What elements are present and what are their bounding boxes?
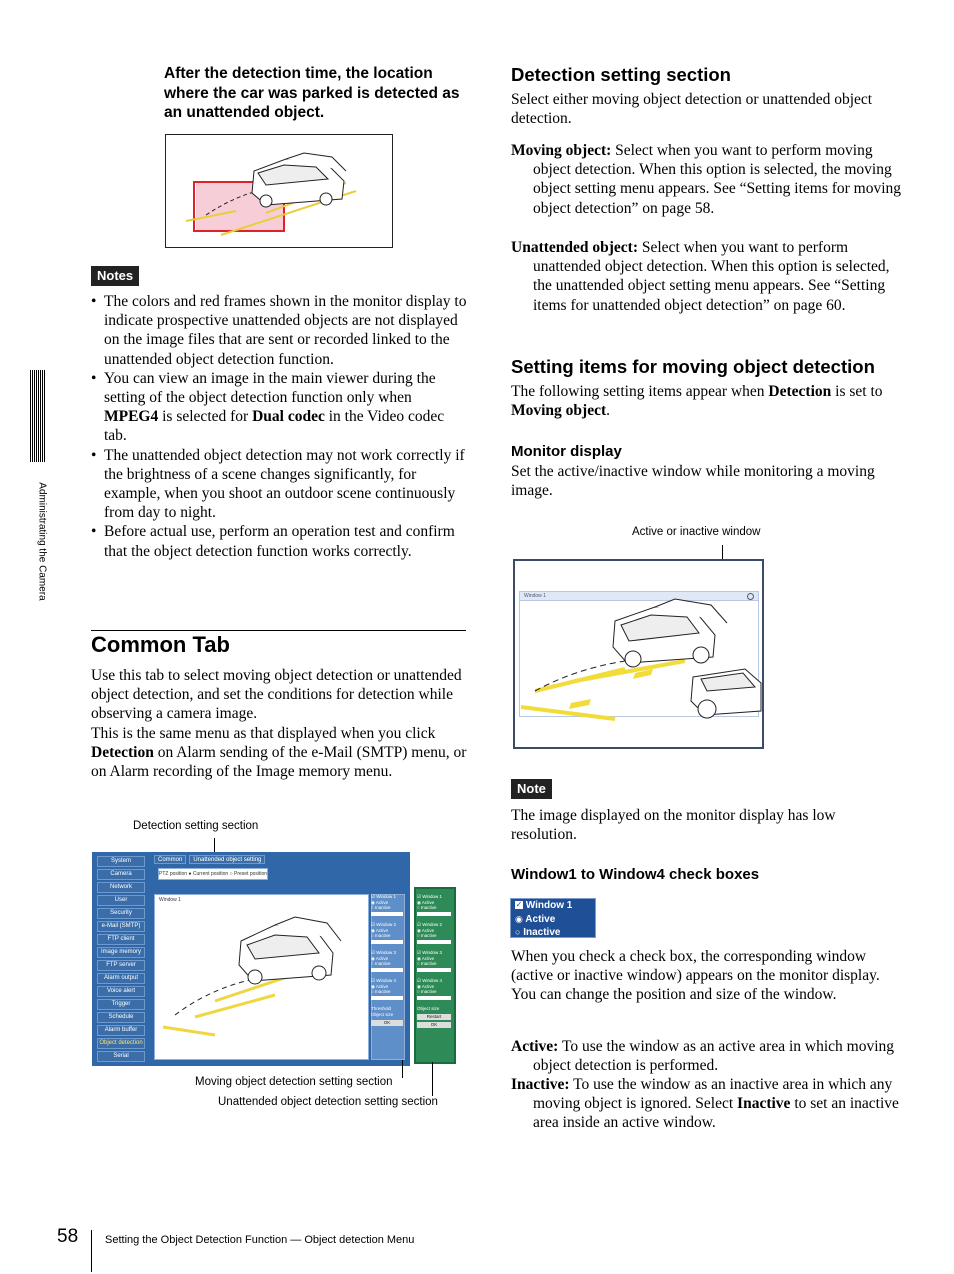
note-item-part: The colors and red frames shown in the monitor display to indicate prospective unattended objects are not displayed on the image files that are sent or recorded linked to the unattended object detection function. [104,293,467,368]
window-setting-line: ○ Inactive [371,961,391,966]
screenshot-menu [94,854,148,1064]
screenshot-menu-item: Image memory [97,947,145,958]
window-setting-block [371,950,403,978]
window-setting-extra-line: Restart [417,1014,451,1020]
screenshot-menu-item: e-Mail (SMTP) [97,921,145,932]
ptz-label: PTZ position [159,871,188,877]
window-checkbox-row [511,899,595,913]
screenshot-menu-item: Voice alert [97,986,145,997]
setting-items-part: Moving object [511,402,607,420]
radio-active-label: Active [525,914,556,925]
common-tab-heading: Common Tab [91,632,230,657]
side-tab-stripes [30,370,46,462]
window-setting-extra-line: OK [417,1022,451,1028]
window-setting-line: ○ Inactive [417,905,437,910]
screenshot-menu-item: FTP client [97,934,145,945]
window-setting-bar [371,968,403,972]
detection-intro: Select either moving object detection or unattended object detection. [511,91,873,128]
window-setting-block [371,978,403,1006]
monitor-display-text: Set the active/inactive window while monitoring a moving image. [511,463,875,500]
window-setting-line: ☑ Window 4 [417,978,443,983]
inactive-item [511,1075,911,1133]
active-item [511,1037,911,1075]
callout-unattended-section: Unattended object detection setting section [218,1096,438,1108]
note-item [91,292,467,369]
window-setting-line: ☑ Window 2 [371,922,397,927]
figure1-caption: After the detection time, the location where the car was parked is detected as an unattended object. [164,65,460,121]
window-setting-bar [417,996,451,1000]
window-setting-line: ○ Inactive [371,989,391,994]
window-setting-bar [417,940,451,944]
window-setting-block [371,922,403,950]
side-tab-label: Administrating the Camera [36,482,48,601]
window-setting-bar [417,968,451,972]
active-text: To use the window as an active area in which moving object detection is performed. [533,1038,895,1075]
window-setting-line: ○ Inactive [417,961,437,966]
unattended-window-list [417,894,451,1028]
window-setting-extra-line: OK [371,1020,403,1026]
inactive-label: Inactive: [511,1076,570,1093]
screenshot-viewer [154,894,369,1060]
moving-object-label: Moving object: [511,142,612,159]
window-checkboxes-text: When you check a check box, the corresponding window (active or inactive window) appears on the monitor display. You can change the position and size of the window. [511,948,880,1004]
window-setting-line: ☑ Window 2 [417,922,443,927]
window-setting-line: ☑ Window 3 [371,950,397,955]
moving-object-item [511,141,911,218]
window-setting-block [371,894,403,922]
window-setting-line: ○ Inactive [417,933,437,938]
radio-active-row [511,913,595,926]
notes-list [91,292,467,561]
common-tab-paragraph-1: Use this tab to select moving object detection or unattended object detection, and set the conditions for detection while observing a camera image. [91,667,462,723]
note-item-part: MPEG4 [104,408,159,426]
callout-line-moving [402,1060,403,1078]
setting-items-part: is set to [831,383,883,400]
screenshot-menu-item: System [97,856,145,867]
window-setting-line: ◉ Active [371,955,389,961]
setting-items-part: The following setting items appear when [511,383,769,400]
window-setting-line: ○ Inactive [371,905,391,910]
footer-rule [91,1230,92,1272]
note-item-part: Dual codec [252,408,325,426]
radio-inactive-label: Inactive [523,927,561,938]
inactive-text-part: Inactive [737,1095,791,1113]
inactive-text [533,1076,899,1131]
window-setting-line: ○ Inactive [371,933,391,938]
screenshot-menu-item: Network [97,882,145,893]
screenshot-menu-item: Trigger [97,999,145,1010]
screenshot-menu-item: Schedule [97,1012,145,1023]
window-setting-line: ◉ Active [417,927,435,933]
common-tab-paragraph-2 [91,724,467,782]
window-setting-line: ☑ Window 1 [371,894,397,899]
screenshot-menu-item: FTP server [97,960,145,971]
screenshot-menu-item: Alarm output [97,973,145,984]
active-label: Active: [511,1038,559,1055]
common-tab-paragraph-2-part: Detection [91,744,154,762]
monitor-display-heading: Monitor display [511,443,622,460]
window-setting-line: ◉ Active [417,983,435,989]
window-setting-line: ◉ Active [371,899,389,905]
callout-active-window: Active or inactive window [632,526,761,538]
radio-inactive-row [511,926,595,939]
tab-unattended: Unattended object setting [189,855,265,864]
unattended-object-item [511,238,911,315]
note-item-part: Before actual use, perform an operation test and confirm that the object detection function works correctly. [104,523,455,560]
checkbox-window-label: Window 1 [525,900,573,911]
notes-badge [91,266,139,286]
window-setting-line: ☑ Window 4 [371,978,397,983]
window-setting-extra-line: Object size [417,1006,440,1011]
window-setting-block [417,950,451,978]
callout-detection-setting: Detection setting section [133,820,259,832]
screenshot-menu-item: Camera [97,869,145,880]
footer-text: Setting the Object Detection Function — Object detection Menu [105,1234,415,1246]
callout-line-unattended [432,1062,433,1096]
ptz-box: PTZ position ● Current position ○ Preset position [158,868,268,880]
unattended-object-text: Select when you want to perform unattended object detection. When this option is selected, the unattended object setting menu appears. See “Setting items for unattended object detection” on page 60. [533,239,890,314]
inactive-text-part: to set an inactive area inside an active window. [533,1095,899,1132]
moving-window-list [371,894,403,1026]
page-number: 58 [57,1226,79,1247]
screenshot-menu-item: Serial [97,1051,145,1062]
window-setting-line: ○ Inactive [417,989,437,994]
setting-items-heading: Setting items for moving object detection [511,356,875,377]
window-setting-bar [371,912,403,916]
window-setting-line: ◉ Active [417,899,435,905]
detection-setting-heading: Detection setting section [511,64,731,85]
note-item [91,369,467,446]
ptz-current: Current position [192,871,229,877]
window-setting-line: ◉ Active [371,983,389,989]
note-item [91,446,467,523]
screenshot-tabs [154,855,265,864]
note-label: Note [511,779,552,799]
window-setting-bar [417,912,451,916]
common-tab-paragraph-2-part: on Alarm sending of the e-Mail (SMTP) menu, or on Alarm recording of the Image memory menu. [91,744,467,781]
note-badge [511,779,552,799]
setting-items-part: Detection [768,383,832,400]
inactive-text-part: To use the window as an inactive area in which any moving object is ignored. Select [533,1076,893,1113]
unattended-object-label: Unattended object: [511,239,638,256]
window-checkboxes-heading: Window1 to Window4 check boxes [511,866,760,883]
note-text: The image displayed on the monitor display has low resolution. [511,807,836,844]
window-checkbox-image [510,898,596,938]
viewer-window-title: Window 1 [159,897,181,903]
window-setting-block [417,922,451,950]
screenshot-menu-item: Security [97,908,145,919]
note-item-part: You can view an image in the main viewer during the setting of the object detection function only when [104,369,436,407]
note-item-part: is selected for [158,408,253,426]
window-setting-extra-line: Object size [371,1012,394,1017]
ptz-preset: Preset position [234,871,268,877]
monitor-display-image [513,559,764,749]
radio-unselected-icon: ○ [515,927,521,937]
tab-common: Common [154,855,186,864]
setting-items-part: . [606,402,611,420]
window-setting-line: ☑ Window 1 [417,894,443,899]
callout-moving-section: Moving object detection setting section [195,1076,393,1088]
screenshot-menu-item: User [97,895,145,906]
window-setting-extra [371,1006,403,1026]
ui-screenshot [92,852,410,1066]
moving-object-text: Select when you want to perform moving object detection. When this option is selected, the moving object setting menu appears. See “Setting items for moving object detection” on page 58. [533,142,902,217]
window-setting-block [417,978,451,1006]
window-setting-line: ◉ Active [371,927,389,933]
note-item-part: in the Video codec tab. [104,408,445,445]
window-setting-bar [371,940,403,944]
note-item [91,522,467,560]
window-setting-block [417,894,451,922]
setting-items-paragraph [511,382,891,420]
figure-unattended-car [165,134,393,248]
window-setting-bar [371,996,403,1000]
screenshot-menu-item: Alarm buffer [97,1025,145,1036]
window-setting-extra-line: Threshold [371,1006,392,1011]
screenshot-menu-item: Object detection [97,1038,145,1049]
note-item-part: The unattended object detection may not work correctly if the brightness of a scene changes significantly, for example, when you shoot an outdoor scene continuously from day to night. [104,446,465,522]
window-setting-line: ◉ Active [417,955,435,961]
notes-label: Notes [91,266,139,286]
window-setting-extra [417,1006,451,1028]
window-setting-line: ☑ Window 3 [417,950,443,955]
monitor-window-title: Window 1 [524,593,546,599]
common-tab-paragraph-2-part: This is the same menu as that displayed when you click [91,725,436,742]
checkbox-checked-icon: ✓ [515,900,523,910]
radio-selected-icon: ◉ [515,914,523,924]
